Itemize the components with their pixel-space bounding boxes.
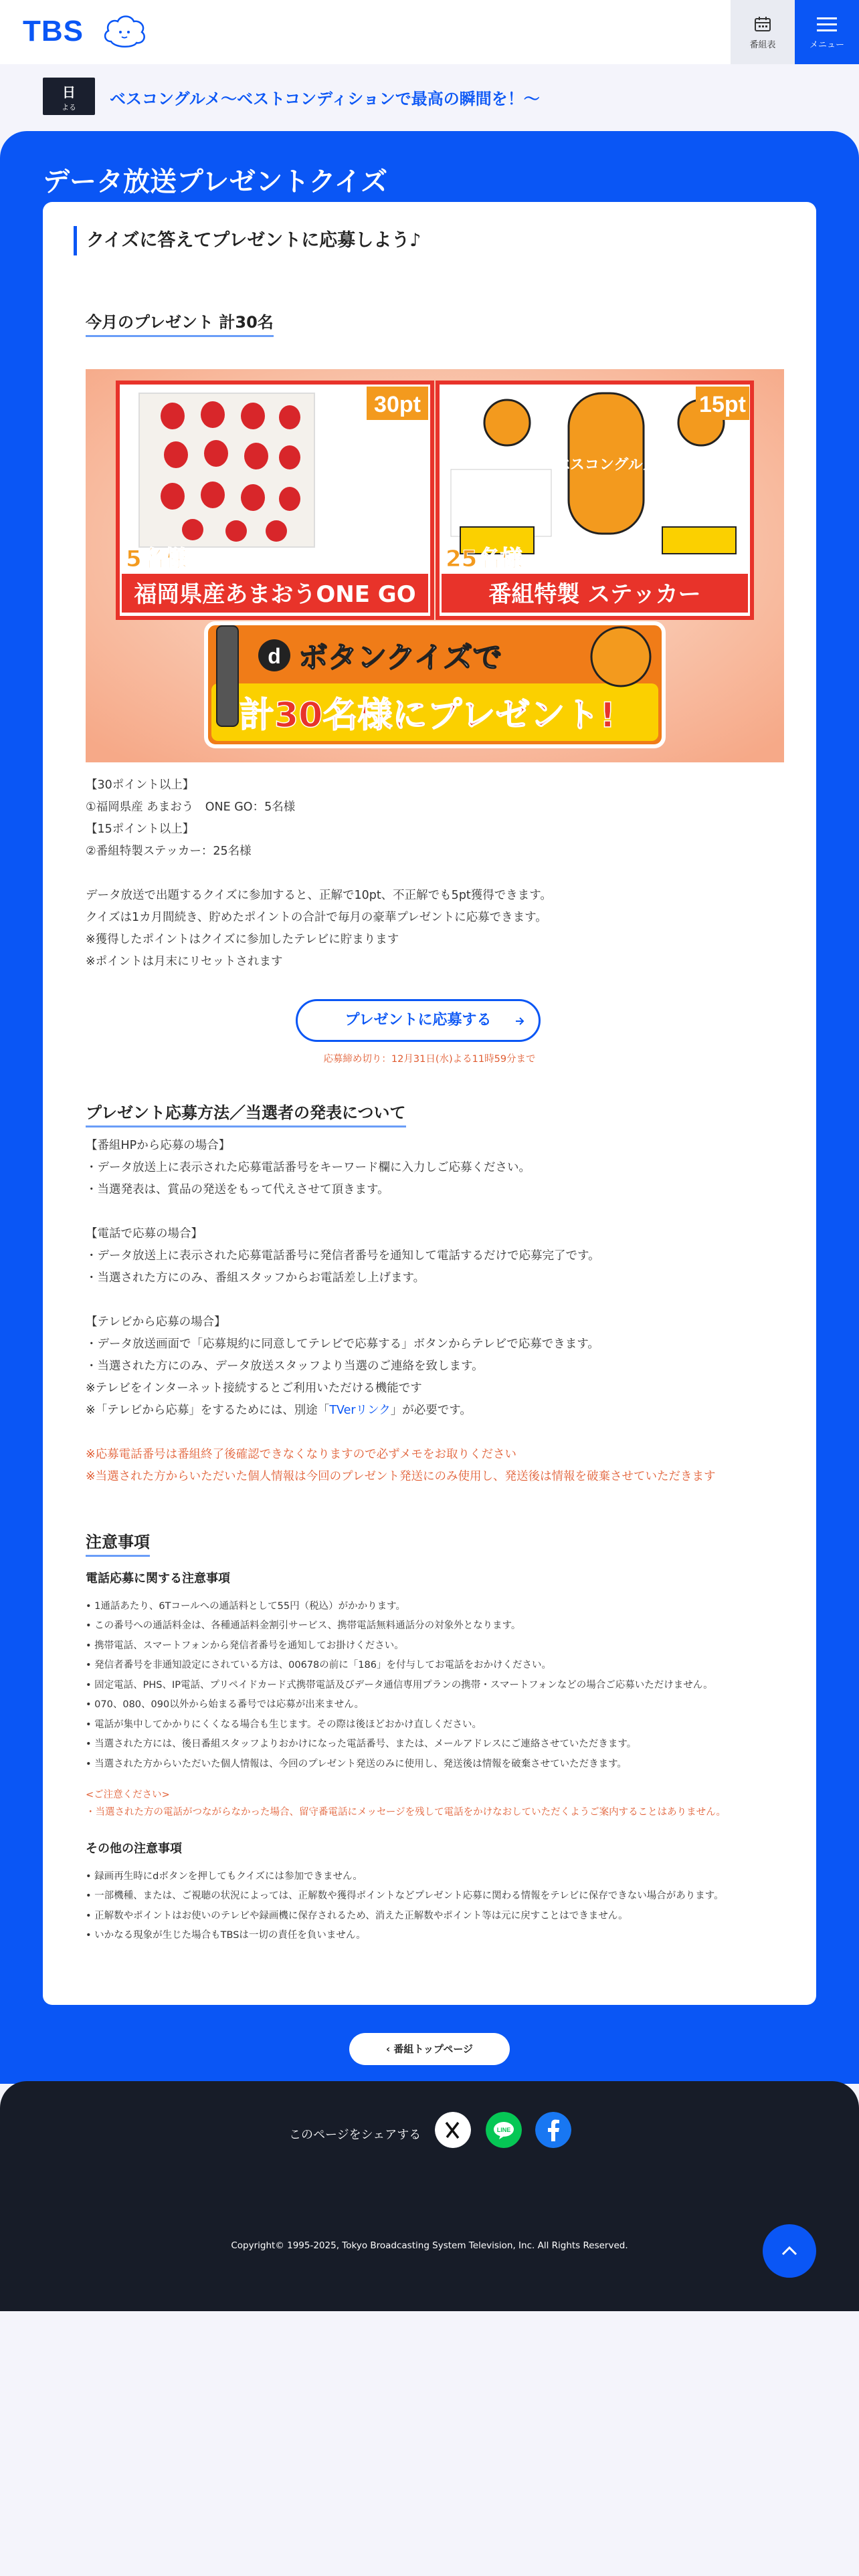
notice-item: • 発信者番号を非通知設定にされている方は、00678の前に「186」を付与してお電話をおかけください。 [86, 1660, 551, 1671]
left-name-text: 福岡県産あまおうONE GO [134, 581, 416, 608]
site-footer [0, 2081, 859, 2311]
notice-item: • 当選された方には、後日番組スタッフよりおかけになった電話番号、または、メールアドレスにご連絡させていただきます。 [86, 1739, 637, 1749]
left-count-text: 5名様 [126, 546, 187, 572]
prize-line: ①福岡県産 あまおう ONE GO：5名様 [86, 800, 296, 814]
notice-item: • 携帯電話、スマートフォンから発信者番号を通知してお掛けください。 [86, 1640, 404, 1651]
caution-text: ・当選された方の電話がつながらなかった場合、留守番電話にメッセージを残して電話をかけなおしていただくようご案内することはありません。 [86, 1807, 726, 1818]
notice-item: • この番号への通話料金は、各種通話料金割引サービス、携帯電話無料通話分の対象外となります。 [86, 1620, 521, 1631]
d-button-text: d [268, 644, 281, 668]
method-line: ・当選された方にのみ、番組スタッフからお電話差し上げます。 [86, 1271, 425, 1285]
right-pt-text: 15pt [699, 392, 746, 417]
other-notice-item: • 一部機種、または、ご視聴の状況によっては、正解数や獲得ポイントなどプレゼント応募に関わる情報をテレビに保存できない場合があります。 [86, 1891, 724, 1901]
arrow-right-icon [513, 1014, 527, 1028]
rule-line: データ放送で出題するクイズに参加すると、正解で10pt、不正解でも5pt獲得できます。 [86, 889, 552, 902]
sticker-text: ベスコングルメ [555, 457, 658, 473]
method-line: ・データ放送上に表示された応募電話番号に発信者番号を通知して電話するだけで応募完了です。 [86, 1249, 600, 1263]
method-line: 【番組HPから応募の場合】 [86, 1139, 231, 1152]
hamburger-icon [817, 16, 837, 32]
tver-note-before: ※「テレビから応募」をするためには、別途「 [86, 1404, 330, 1417]
apply-present-button[interactable] [296, 999, 541, 1042]
method-line: ※テレビをインターネット接続するとご利用いただける機能です [86, 1382, 422, 1395]
warning-line: ※当選された方からいただいた個人情報は今回のプレゼント発送にのみ使用し、発送後は情報を破棄させていただきます [86, 1470, 716, 1483]
prize-line: ②番組特製ステッカー：25名様 [86, 845, 252, 858]
broadcast-day: 日 [62, 84, 76, 100]
tbs-logo[interactable]: TBS [23, 15, 84, 47]
method-line: 【テレビから応募の場合】 [86, 1315, 226, 1329]
notice-item: • 固定電話、PHS、IP電話、プリペイドカード式携帯電話及びデータ通信専用プランの携帯・スマートフォンなどの場合ご応募いただけません。 [86, 1680, 713, 1691]
method-line: ・当選発表は、賞品の発送をもって代えさせて頂きます。 [86, 1183, 389, 1196]
prize-line: 【30ポイント以上】 [86, 778, 195, 792]
rule-line: ※ポイントは月末にリセットされます [86, 955, 283, 968]
prize-line: 【15ポイント以上】 [86, 823, 195, 836]
method-line: ・データ放送上に表示された応募電話番号をキーワード欄に入力しご応募ください。 [86, 1161, 531, 1174]
menu-label: メニュー [809, 40, 844, 50]
quiz-section [0, 131, 859, 2084]
right-name-text: 番組特製 ステッカー [488, 581, 701, 608]
warning-line: ※応募電話番号は番組終了後確認できなくなりますので必ずメモをお取りください [86, 1448, 516, 1461]
phone-notice-heading: 電話応募に関する注意事項 [86, 1572, 230, 1586]
x-share-icon[interactable] [435, 2112, 471, 2148]
menu-button[interactable] [795, 0, 859, 64]
broadcast-time: よる [62, 103, 76, 112]
other-notice-item: • いかなる現象が生じた場合もTBSは一切の責任を負いません。 [86, 1930, 366, 1941]
notice-item: • 当選された方からいただいた個人情報は、今回のプレゼント発送のみに使用し、発送後は情報を破棄させていただきます。 [86, 1759, 627, 1769]
svg-text:LINE: LINE [496, 2127, 511, 2133]
banner-graphic [86, 369, 784, 762]
tver-note [86, 1400, 472, 1422]
notice-item: • 電話が集中してかかりにくくなる場合も生じます。その際は後ほどおかけ直しください。 [86, 1719, 482, 1730]
tver-note-after: 」が必要です。 [390, 1404, 472, 1417]
facebook-share-icon[interactable] [535, 2112, 571, 2148]
right-count-text: 25名様 [446, 546, 523, 572]
left-pt-text: 30pt [374, 392, 421, 417]
program-guide-button[interactable] [731, 0, 795, 64]
other-notice-heading: その他の注意事項 [86, 1842, 182, 1856]
rule-line: クイズは1カ月間続き、貯めたポイントの合計で毎月の豪華プレゼントに応募できます。 [86, 911, 547, 924]
line-share-icon[interactable] [486, 2112, 522, 2148]
apply-button-label: プレゼントに応募する [345, 1012, 492, 1029]
section-title: データ放送プレゼントクイズ [43, 167, 388, 197]
content-card [43, 202, 816, 2005]
share-label: このページをシェアする [289, 2128, 421, 2142]
present-heading: 今月のプレゼント 計30名 [86, 309, 274, 337]
lead-heading: クイズに答えてプレゼントに応募しよう♪ [74, 226, 421, 255]
copyright-text: Copyright© 1995-2025, Tokyo Broadcasting System Television, Inc. All Rights Reserved. [231, 2240, 628, 2251]
broadcast-day-badge [43, 78, 95, 115]
scroll-to-top-button[interactable] [763, 2224, 816, 2278]
calendar-icon [754, 16, 771, 32]
method-heading: プレゼント応募方法／当選者の発表について [86, 1099, 406, 1128]
program-title-link[interactable]: ベスコングルメ〜ベストコンディションで最高の瞬間を！〜 [110, 90, 540, 108]
rule-line: ※獲得したポイントはクイズに参加したテレビに貯まります [86, 933, 399, 946]
mascot-icon [102, 12, 147, 49]
present-banner-image [86, 369, 784, 762]
method-line: ・当選された方にのみ、データ放送スタッフより当選のご連絡を致します。 [86, 1360, 484, 1373]
tver-link[interactable]: TVerリンク [329, 1404, 391, 1417]
chevron-up-icon [763, 2224, 816, 2278]
banner-line2: 計30名様にプレゼント! [240, 695, 615, 736]
banner-line1: ボタンクイズで [298, 641, 502, 675]
deadline-text: 応募締め切り：12月31日(水)よる11時59分まで [323, 1054, 536, 1065]
method-line: ・データ放送画面で「応募規約に同意してテレビで応募する」ボタンからテレビで応募できます。 [86, 1337, 599, 1351]
notice-item: • 070、080、090以外から始まる番号では応募が出来ません。 [86, 1699, 365, 1710]
caution-title: <ご注意ください> [86, 1790, 170, 1800]
site-header [0, 0, 859, 64]
method-line: 【電話で応募の場合】 [86, 1227, 203, 1241]
other-notice-item: • 録画再生時にdボタンを押してもクイズには参加できません。 [86, 1871, 363, 1882]
other-notice-item: • 正解数やポイントはお使いのテレビや録画機に保存されるため、消えた正解数やポイント等は元に戻すことはできません。 [86, 1911, 628, 1921]
back-to-top-page-button[interactable]: ‹ 番組トップページ [349, 2033, 510, 2065]
notice-heading: 注意事項 [86, 1529, 150, 1557]
notice-item: • 1通話あたり、6Tコールへの通話料として55円（税込）がかかります。 [86, 1601, 405, 1612]
program-guide-label: 番組表 [749, 40, 776, 50]
